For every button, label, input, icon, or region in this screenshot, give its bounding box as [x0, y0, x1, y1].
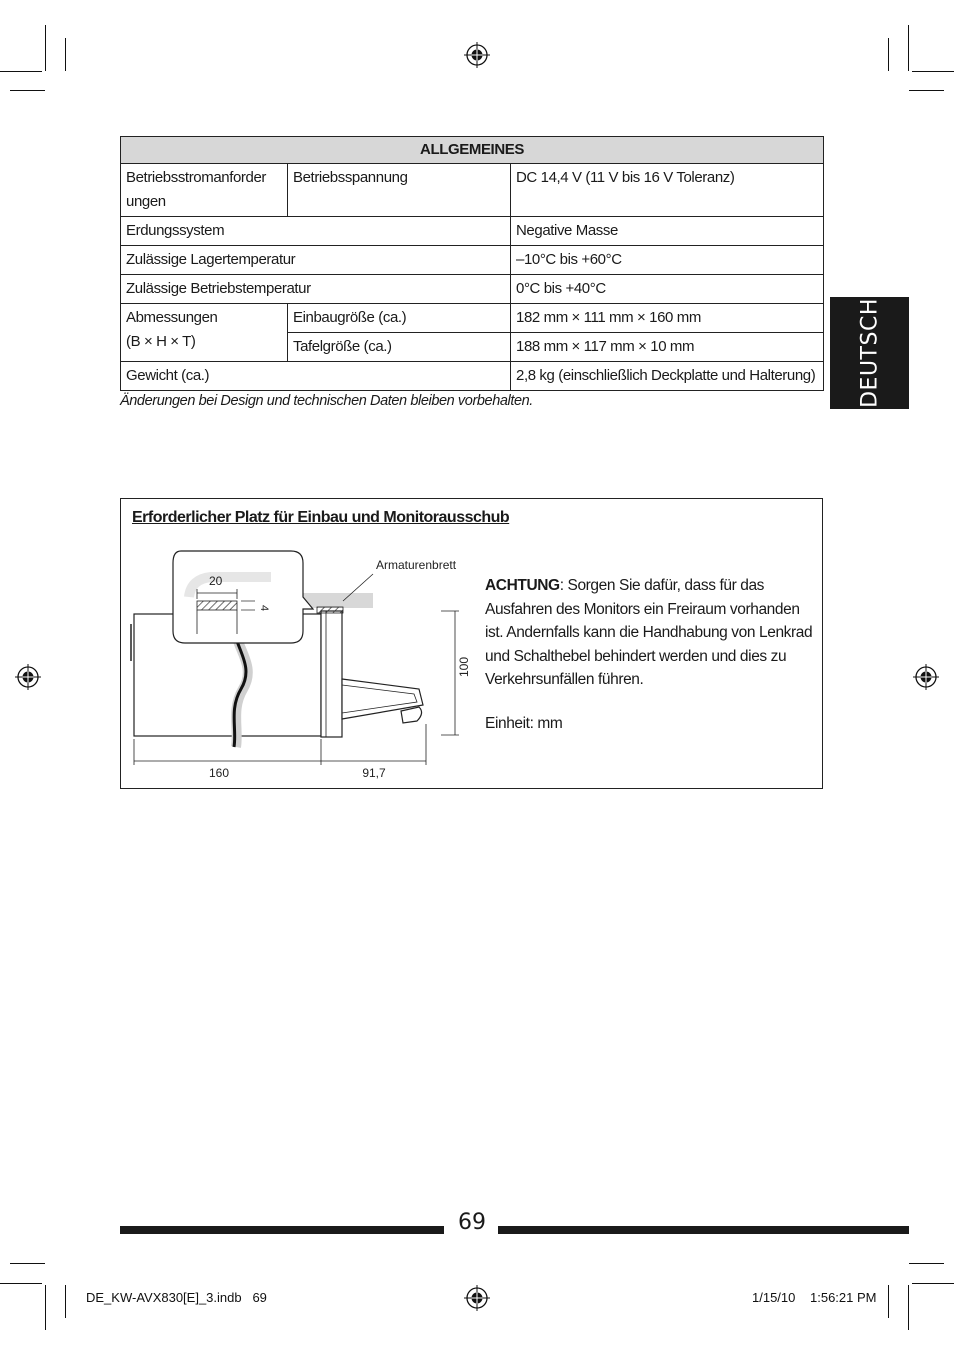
storage-temp-label: Zulässige Lagertemperatur: [121, 246, 511, 275]
crop-mark: [909, 1263, 944, 1264]
operating-temp-value: 0°C bis +40°C: [511, 275, 824, 304]
footer-file: DE_KW-AVX830[E]_3.indb 69: [86, 1290, 267, 1305]
dimension-160: 160: [208, 766, 230, 780]
page-bar-right: [498, 1226, 909, 1234]
dashboard-band: [301, 593, 373, 608]
install-size-label: Einbaugröße (ca.): [288, 304, 511, 333]
dimensions-subtitle: (B × H × T): [126, 333, 196, 350]
crop-mark: [45, 25, 46, 71]
dimension-4: 4: [258, 605, 270, 612]
table-row: [121, 304, 824, 333]
spec-table: [120, 136, 824, 391]
registration-mark-icon: [464, 42, 490, 68]
crop-mark: [10, 90, 45, 91]
crop-mark: [0, 71, 42, 72]
crop-mark: [908, 1285, 909, 1330]
crop-mark: [10, 1263, 45, 1264]
voltage-value: DC 14,4 V (11 V bis 16 V Toleranz): [511, 164, 824, 217]
footer-time: 1:56:21 PM: [810, 1290, 877, 1305]
weight-value: 2,8 kg (einschließlich Deckplatte und Halterung): [511, 362, 824, 391]
table-row: [121, 137, 824, 164]
power-label: Betriebsstromanforder ungen: [121, 164, 288, 217]
footer-date: 1/15/10: [752, 1290, 796, 1305]
table-row: [121, 164, 824, 217]
table-row: [121, 246, 824, 275]
caution-label: ACHTUNG: [485, 577, 560, 594]
table-row: [121, 217, 824, 246]
dashboard-label: Armaturenbrett: [376, 558, 457, 572]
crop-mark: [888, 38, 889, 71]
table-row: [121, 362, 824, 391]
crop-mark: [45, 1285, 46, 1330]
dimension-91-7: 91,7: [362, 766, 386, 780]
registration-mark-icon: [464, 1285, 490, 1311]
ground-value: Negative Masse: [511, 217, 824, 246]
registration-mark-icon: [913, 664, 939, 690]
table-header: ALLGEMEINES: [121, 137, 824, 164]
ground-label: Erdungssystem: [121, 217, 511, 246]
dimensions-label: [121, 304, 288, 362]
dimension-20: 20: [209, 574, 223, 588]
crop-mark: [65, 38, 66, 71]
crop-mark: [888, 1285, 889, 1318]
page-bar-left: [120, 1226, 444, 1234]
disclaimer-note: Änderungen bei Design und technischen Daten bleiben vorbehalten.: [120, 393, 533, 409]
crop-mark: [908, 25, 909, 71]
install-title: Erforderlicher Platz für Einbau und Monitorausschub: [132, 509, 510, 526]
crop-mark: [65, 1285, 66, 1318]
voltage-label: Betriebsspannung: [288, 164, 511, 217]
install-size-value: 182 mm × 111 mm × 160 mm: [511, 304, 824, 333]
language-tab: [830, 297, 909, 409]
crop-mark: [912, 71, 954, 72]
caution-text: [485, 574, 815, 692]
caution-body: : Sorgen Sie dafür, dass für das Ausfahren des Monitors ein Freiraum vorhanden ist. Andernfalls kann die Handhabung von Lenkrad und Schalthebel behindert werden und dies zu Verkehrsunfällen führen.: [485, 577, 813, 688]
operating-temp-label: Zulässige Betriebstemperatur: [121, 275, 511, 304]
unit-label: Einheit: mm: [485, 715, 563, 732]
crop-mark: [0, 1283, 42, 1284]
table-row: [121, 275, 824, 304]
install-diagram: [121, 499, 481, 788]
registration-mark-icon: [15, 664, 41, 690]
page-number: 69: [458, 1210, 486, 1235]
weight-label: Gewicht (ca.): [121, 362, 511, 391]
dimensions-title: Abmessungen: [126, 309, 218, 326]
panel-size-label: Tafelgröße (ca.): [288, 333, 511, 362]
panel-size-value: 188 mm × 117 mm × 10 mm: [511, 333, 824, 362]
storage-temp-value: –10°C bis +60°C: [511, 246, 824, 275]
crop-mark: [912, 1283, 954, 1284]
dimension-100: 100: [457, 656, 471, 678]
front-panel: [321, 611, 342, 737]
install-space-box: [120, 498, 823, 789]
crop-mark: [909, 90, 944, 91]
language-tab-label: DEUTSCH: [857, 298, 882, 408]
